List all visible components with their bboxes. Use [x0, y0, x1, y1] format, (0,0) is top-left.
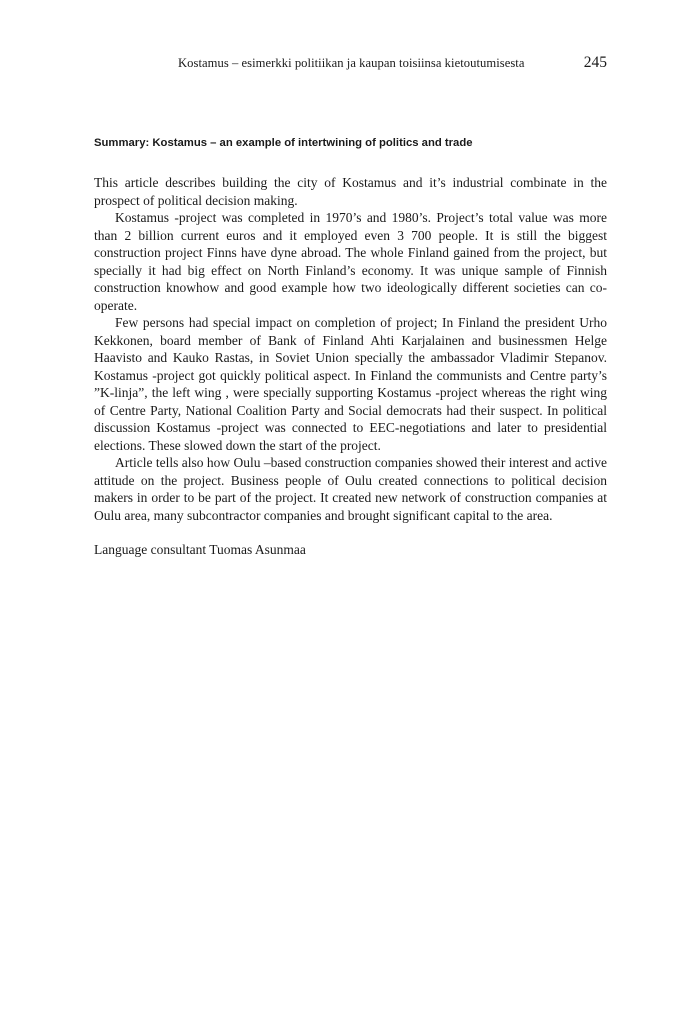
page-number: 245 — [583, 54, 607, 71]
article-body — [94, 174, 607, 524]
summary-heading: Summary: Kostamus – an example of intertwining of politics and trade — [94, 137, 473, 149]
running-title: Kostamus – esimerkki politiikan ja kaupan toisiinsa kietoutumisesta — [178, 56, 525, 70]
paragraph-intro: This article describes building the city of Kostamus and it’s industrial combinate in the prospect of political decision making. — [94, 175, 607, 208]
paragraph-persons: Few persons had special impact on completion of project; In Finland the president Urho Kekkonen, board member of Bank of Finland Ahti Karjalainen and businessmen Helge Haavisto and Kauko Rastas, in Soviet Union specially the ambassador Vladimir Stepanov. Kostamus -project got quickly political aspect. In Finland the communists and Centre party’s ”K-linja”, the left wing , were specially supporting Kostamus -project whereas the right wing of Centre Party, National Coalition Party and Social democrats had their suspect. In political discussion Kostamus -project was connected to EEC-negotiations and later to presidential elections. These slowed down the start of the project. — [94, 315, 607, 453]
language-consultant: Language consultant Tuomas Asunmaa — [94, 542, 306, 557]
running-header — [94, 54, 607, 74]
paragraph-project: Kostamus -project was completed in 1970’s and 1980’s. Project’s total value was more than 2 billion current euros and it employed even 3 700 people. It is still the biggest construction project Finns have dyne abroad. The whole Finland gained from the project, but specially it had big effect on North Finland’s economy. It was unique sample of Finnish construction knowhow and good example how two ideologically different societies can co-operate. — [94, 210, 607, 313]
paragraph-oulu: Article tells also how Oulu –based construction companies showed their interest and active attitude on the project. Business people of Oulu created connections to political decision makers in order to be part of the project. It created new network of construction companies at Oulu area, many subcontractor companies and brought significant capital to the area. — [94, 455, 607, 523]
